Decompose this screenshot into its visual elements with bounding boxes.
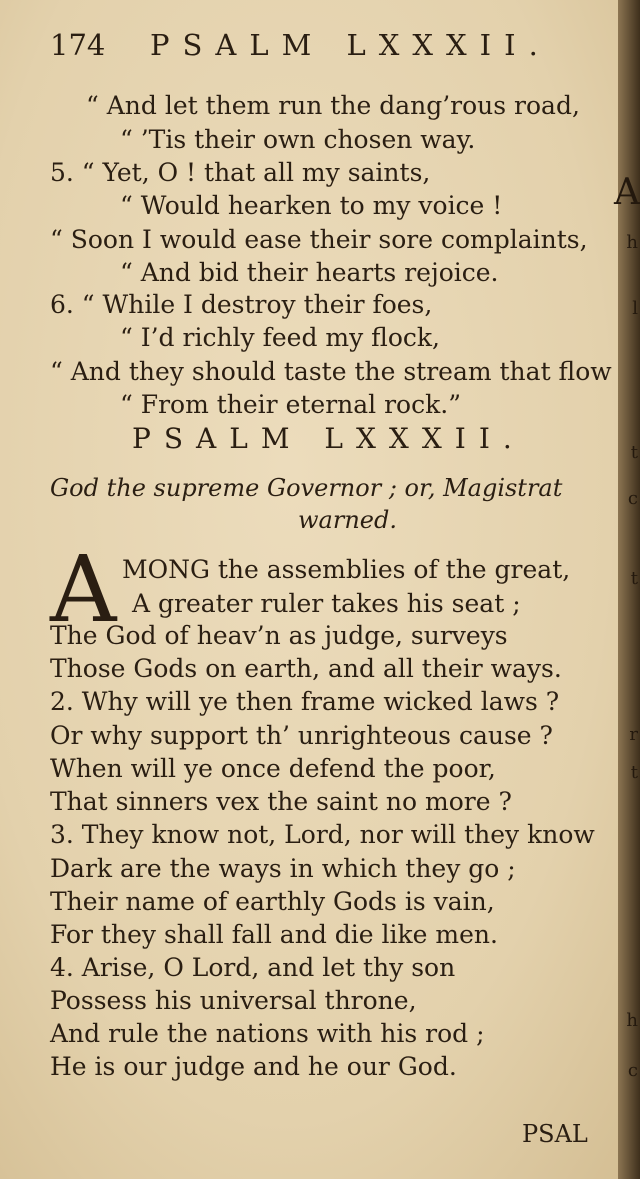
verse-line: “ I’d richly feed my flock, [120,323,441,352]
facing-page-bleed: h [626,1010,638,1031]
verse-line: “ Would hearken to my voice ! [120,191,503,220]
verse-line: 6. “ While I destroy their foes, [50,290,433,319]
verse-line: Their name of earthly Gods is vain, [50,887,495,916]
verse-line: 5. “ Yet, O ! that all my saints, [50,158,431,187]
page-number: 174 [50,28,106,62]
page-header [50,28,602,68]
facing-page-bleed: t [630,568,638,589]
catchword: PSAL [522,1120,588,1148]
facing-page-bleed: l [632,298,638,319]
verse-line: For they shall fall and die like men. [50,920,498,949]
drop-cap: A [50,536,117,643]
facing-page-bleed: h [626,232,638,253]
verse-line: 2. Why will ye then frame wicked laws ? [50,687,560,716]
psalm-title: PSALM LXXXII. [132,422,525,455]
psalm-subtitle: God the supreme Governor ; or, Magistrat [50,474,563,502]
facing-page-bleed: t [630,442,638,463]
facing-page-bleed: c [627,488,638,509]
verse-line: A greater ruler takes his seat ; [132,589,521,618]
verse-line: He is our judge and he our God. [50,1052,457,1081]
verse-line: Those Gods on earth, and all their ways. [50,654,562,683]
facing-page-bleed: A [614,172,640,213]
verse-line: “ Soon I would ease their sore complaints, [50,225,588,254]
verse-line: And rule the nations with his rod ; [50,1019,485,1048]
verse-line: When will ye once defend the poor, [50,754,496,783]
verse-line: Dark are the ways in which they go ; [50,854,516,883]
facing-page-bleed: r [629,724,638,745]
verse-line: The God of heav’n as judge, surveys [50,621,508,650]
verse-line: 4. Arise, O Lord, and let thy son [50,953,456,982]
verse-line: “ And they should taste the stream that flow [50,357,612,386]
running-head: PSALM LXXXII. [150,28,551,62]
psalm-subtitle-continued: warned. [298,506,397,534]
verse-line: That sinners vex the saint no more ? [50,787,512,816]
verse-line: MONG the assemblies of the great, [122,555,571,584]
verse-line: Possess his universal throne, [50,986,417,1015]
facing-page-bleed: t [630,762,638,783]
verse-line: 3. They know not, Lord, nor will they know [50,820,595,849]
verse-line: “ And bid their hearts rejoice. [120,258,499,287]
verse-line: “ From their eternal rock.” [120,390,461,419]
facing-page-bleed: c [627,1060,638,1081]
verse-line: “ And let them run the dang’rous road, [86,91,580,120]
verse-line: “ ’Tis their own chosen way. [120,125,476,154]
verse-line: Or why support th’ unrighteous cause ? [50,721,553,750]
